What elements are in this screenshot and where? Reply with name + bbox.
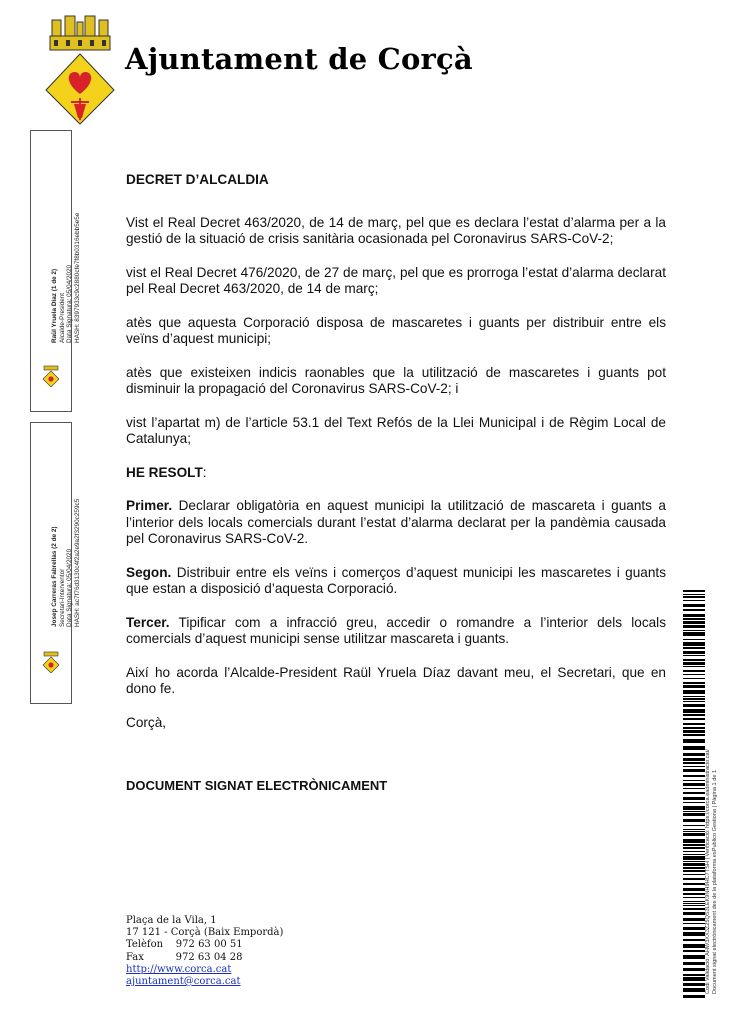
- barcode-bar: [683, 988, 705, 992]
- barcode-bar: [683, 739, 705, 743]
- barcode-bar: [683, 995, 705, 998]
- barcode-bar: [683, 932, 705, 936]
- barcode-bar: [683, 625, 705, 628]
- barcode-bar: [683, 974, 705, 976]
- whereas-paragraph: vist el Real Decret 476/2020, de 27 de març, pel que es prorroga l’estat d’alarma declarat pel Real Decret 463/2020, de 14 de març;: [126, 264, 666, 296]
- footer-contact: [126, 915, 283, 988]
- whereas-paragraph: atès que existeixen indicis raonables que la utilització de mascaretes i guants pot disminuir la propagació del Coronavirus SARS-CoV-2; i: [126, 364, 666, 396]
- barcode-bar: [683, 780, 705, 781]
- barcode-bar: [683, 590, 705, 592]
- barcode-bar: [683, 632, 705, 636]
- resolution-label: HE RESOLT: [126, 464, 203, 480]
- footer-address: Plaça de la Vila, 1: [126, 915, 217, 926]
- barcode-bar: [683, 844, 705, 846]
- footer-postal: 17 121 - Corçà (Baix Empordà): [126, 927, 284, 939]
- barcode-bar: [683, 718, 705, 720]
- barcode-bar: [683, 901, 705, 902]
- barcode-bar: [683, 674, 705, 675]
- barcode-bar: [683, 874, 705, 875]
- barcode-bar: [683, 766, 705, 767]
- barcode-bar: [683, 813, 705, 816]
- decree-body: [126, 172, 666, 748]
- barcode-bar: [683, 811, 705, 812]
- barcode-bar: [683, 642, 705, 646]
- barcode-bar: [683, 863, 705, 866]
- item-label: Primer.: [126, 498, 173, 513]
- barcode-bar: [683, 762, 705, 764]
- barcode-bar: [683, 723, 705, 725]
- footer-fax: Fax 972 63 04 28: [126, 951, 243, 963]
- barcode-bar: [683, 918, 705, 921]
- barcode-bar: [683, 639, 705, 640]
- whereas-paragraph: vist l’apartat m) de l’article 53.1 del Text Refós de la Llei Municipal i de Règim Local de Catalunya;: [126, 414, 666, 446]
- signature-panel-2: [30, 422, 81, 704]
- barcode-bar: [683, 604, 705, 607]
- barcode-bar: [683, 825, 705, 826]
- whereas-paragraph: atès que aquesta Corporació disposa de mascaretes i guants per distribuir entre els veïns d’aquest municipi;: [126, 314, 666, 346]
- item-label: Tercer.: [126, 614, 170, 630]
- barcode-bar: [683, 769, 705, 772]
- resolution-colon: :: [202, 464, 207, 480]
- barcode-bar: [683, 927, 705, 930]
- barcode-bar: [683, 704, 705, 707]
- resolution-item: [126, 565, 666, 598]
- signer-name: Raül Yruela Díaz (1 de 2): [51, 268, 58, 343]
- page-title: Ajuntament de Corçà: [125, 42, 473, 76]
- barcode-bar: [683, 847, 705, 849]
- barcode-bar: [683, 939, 705, 941]
- barcode-bar: [683, 797, 705, 800]
- item-label: Segon.: [126, 564, 172, 580]
- barcode-bar: [683, 962, 705, 965]
- barcode-bar: [683, 893, 705, 895]
- barcode-bar: [683, 854, 705, 855]
- barcode-bar: [683, 758, 705, 761]
- item-text: Declarar obligatòria en aquest municipi la utilització de mascareta i guants a l’interior dels locals comercials durant l’estat d’alarma declarat per la pandèmia causada pel Coronavirus SARS-CoV-2.: [126, 498, 666, 546]
- signature-panel-1: [30, 130, 81, 412]
- barcode-bar: [683, 870, 705, 872]
- barcode-bar: [683, 709, 705, 713]
- barcode-bar: [683, 851, 705, 852]
- validation-line-2: Document signat electrònicament des de la plataforma esPublico Gestiona | Pàgina 1 de 1: [712, 769, 718, 994]
- closing-paragraph: Així ho acorda l’Alcalde-President Raül Yruela Díaz davant meu, el Secretari, que en dono fe.: [126, 664, 666, 696]
- signer-name: Josep Carreras Fabrellas (2 de 2): [51, 526, 58, 627]
- barcode-bar: [683, 621, 705, 624]
- barcode-bar: [683, 905, 705, 906]
- footer-phone: Telèfon 972 63 00 51: [126, 939, 243, 951]
- barcode-bar: [683, 833, 705, 836]
- resolution-item: [126, 615, 666, 648]
- validation-line-1: Codi Validació: AHW3XX3Z25QS3LEK9NH9HC7TSH | Verificació: https://corca.eadministracio.cat/: [705, 749, 711, 994]
- barcode-bar: [683, 819, 705, 822]
- barcode-bar: [683, 983, 705, 986]
- barcode-bar: [683, 802, 705, 803]
- item-text: Distribuir entre els veïns i comerços d’aquest municipi les mascaretes i guants que estan a disposició d’aquesta Corporació.: [126, 564, 666, 596]
- barcode-bar: [683, 659, 705, 661]
- barcode-bar: [683, 856, 705, 860]
- barcode-bar: [683, 678, 705, 679]
- signer-role: Secretari-Interventor: [58, 568, 66, 627]
- barcode-bar: [683, 883, 705, 885]
- footer-web-link[interactable]: http://www.corca.cat: [126, 963, 232, 975]
- signature-text-2: [51, 437, 81, 627]
- barcode-bar: [683, 806, 705, 810]
- barcode-bar: [683, 950, 705, 952]
- barcode-bar: [683, 831, 705, 832]
- barcode-bar: [683, 655, 705, 656]
- barcode-bar: [683, 908, 705, 910]
- barcode-bar: [683, 903, 705, 904]
- mini-crest-icon: [40, 649, 62, 673]
- barcode-bar: [683, 783, 705, 786]
- barcode-bar: [683, 614, 705, 617]
- barcode-bar: [683, 867, 705, 869]
- barcode-bar: [683, 685, 705, 688]
- barcode-bar: [683, 944, 705, 948]
- barcode-bar: [683, 690, 705, 694]
- resolution-heading: [126, 465, 666, 482]
- signature-date: Data Signatura: 05/04/2020: [66, 264, 73, 343]
- barcode-bar: [683, 897, 705, 898]
- item-text: Tipificar com a infracció greu, accedir o romandre a l’interior dels locals comercials d’aquest municipi sense utilitzar mascareta i guants.: [126, 614, 666, 646]
- footer-email-link[interactable]: ajuntament@corca.cat: [126, 976, 241, 988]
- barcode-bar: [683, 609, 705, 611]
- signature-hash: HASH: 8397933c9c2880cfe7f8b0316ebb5e5e: [73, 212, 81, 343]
- barcode-bar: [683, 923, 705, 924]
- barcode-bar: [683, 734, 705, 736]
- barcode-bar: [683, 839, 705, 843]
- barcode-bar: [683, 829, 705, 830]
- barcode-bar: [683, 861, 705, 862]
- signature-date: Data Signatura: 05/04/2020: [66, 548, 73, 627]
- barcode-bar: [683, 651, 705, 654]
- decree-heading: DECRET D’ALCALDIA: [126, 172, 269, 187]
- resolution-item: [126, 498, 666, 548]
- barcode-bar: [683, 662, 705, 665]
- barcode-bar: [683, 630, 705, 631]
- barcode-bar: [683, 775, 705, 777]
- barcode-bar: [683, 968, 705, 971]
- barcode-bar: [683, 878, 705, 880]
- barcode-bar: [683, 618, 705, 620]
- barcode-bar: [683, 682, 705, 684]
- barcode-bar: [683, 714, 705, 716]
- barcode-bar: [683, 753, 705, 756]
- municipal-crest-icon: [40, 10, 120, 125]
- barcode-bar: [683, 792, 705, 794]
- barcode-bar: [683, 888, 705, 891]
- barcode-bar: [683, 698, 705, 700]
- barcode-bar: [683, 727, 705, 729]
- barcode-bar: [683, 670, 705, 672]
- mini-crest-icon: [40, 363, 62, 387]
- barcode-bar: [683, 600, 705, 601]
- barcode-bar: [683, 666, 705, 667]
- barcode-bar: [683, 594, 705, 595]
- barcode-bar: [683, 977, 705, 981]
- barcode-bar: [683, 788, 705, 789]
- barcode-bar: [683, 647, 705, 649]
- barcode-bar: [683, 730, 705, 733]
- signed-note: DOCUMENT SIGNAT ELECTRÒNICAMENT: [126, 778, 388, 793]
- barcode-bar: [683, 955, 705, 959]
- barcode-bar: [683, 746, 705, 750]
- barcode-bar: [683, 912, 705, 915]
- signature-text-1: [51, 153, 81, 343]
- signer-role: Alcalde-President: [58, 292, 66, 343]
- signature-hash: HASH: ac7f76d3130c4f2a2e9a2f3290c259c5: [73, 498, 81, 627]
- place-line: Corçà,: [126, 714, 167, 730]
- barcode-bar: [683, 596, 705, 598]
- whereas-paragraph: Vist el Real Decret 463/2020, de 14 de març, pel que es declara l’estat d’alarma per a la gestió de la situació de crisis sanitària ocasionada pel Coronavirus SARS-CoV-2;: [126, 214, 666, 246]
- validation-text: [705, 664, 719, 994]
- barcode-bar: [683, 696, 705, 697]
- barcode-bar: [683, 701, 705, 702]
